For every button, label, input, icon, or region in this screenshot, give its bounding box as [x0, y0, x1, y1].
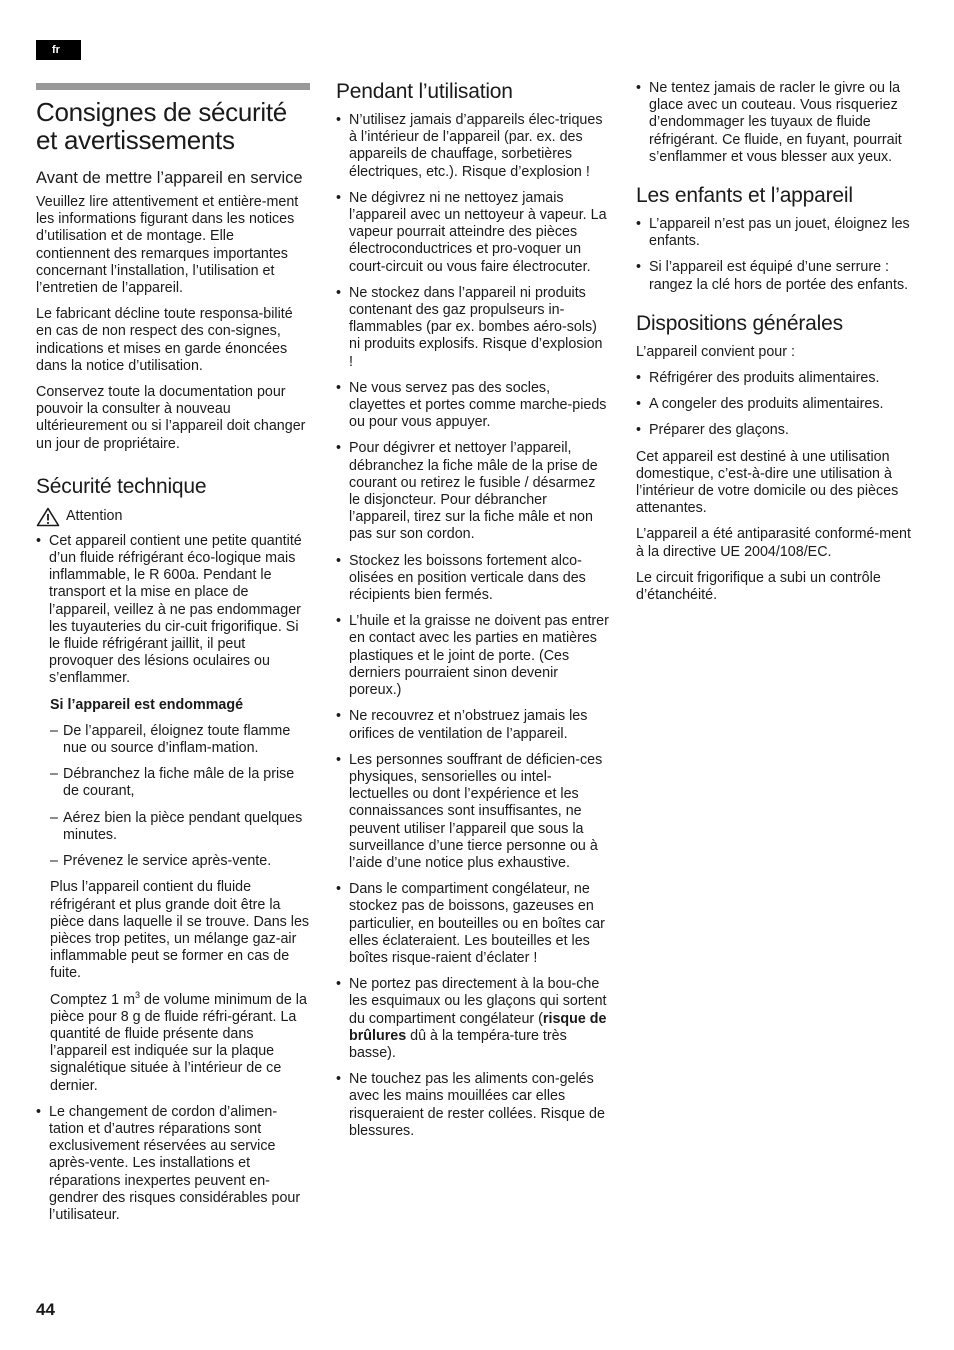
list-item: – De l’appareil, éloignez toute flamme nue ou source d’inflam-mation. — [50, 723, 310, 757]
page-number: 44 — [36, 1300, 55, 1319]
list-item: • Les personnes souffrant de déficien-ces physiques, sensorielles ou intel-lectuelles ou dont l’expérience et les connaissances sont insuffisantes, ne peuvent utiliser l’appareil que sous la surveillance d’une tierce personne ou à l’aide d’une notice plus exhaustive. — [336, 752, 610, 872]
technical-bullets-2 — [36, 1104, 310, 1224]
paragraph: Le fabricant décline toute responsa-bilité en cas de non respect des con-signes, indications et mises en garde énoncées dans la notice d’utilisation. — [36, 306, 293, 374]
list-item: • Ne dégivrez ni ne nettoyez jamais l’appareil avec un nettoyeur à vapeur. La vapeur pourrait atteindre des pièces électroconductrices et pro-voquer un court-circuit ou vous faire électrocuter. — [336, 190, 610, 276]
children-bullets — [636, 216, 916, 294]
list-item: – Débranchez la fiche mâle de la prise de courant, — [50, 766, 310, 800]
list-item: • Préparer des glaçons. — [636, 422, 916, 439]
list-item: • L’huile et la graisse ne doivent pas entrer en contact avec les parties en matières plastiques et le joint de porte. (Ces derniers pourraient sinon devenir poreux.) — [336, 613, 610, 699]
paragraph: L’appareil convient pour : — [636, 343, 795, 360]
column-3 — [636, 80, 916, 613]
column-2 — [336, 80, 610, 1149]
paragraph: Conservez toute la documentation pour pouvoir la consulter à nouveau ultérieurement ou si l’appareil doit changer un jour de propriétaire. — [36, 384, 306, 452]
paragraph: Comptez 1 $m^3$ de volume minimum de la pièce pour 8 g de fluide réfri-gérant. La quantité de fluide présente dans l’appareil est indiquée sur la plaque signalétique située à l’intérieur de ce dernier. — [50, 989, 307, 1094]
section-title-technical-safety: Sécurité technique — [36, 474, 207, 498]
list-item: – Prévenez le service après-vente. — [50, 853, 310, 870]
paragraph: Plus l’appareil contient du fluide réfrigérant et plus grande doit être la pièce dans laquelle il se trouve. Dans les pièces trop petites, un mélange gaz-air inflammable peut se former en cas de fuite. — [50, 879, 310, 982]
list-item: • Ne vous servez pas des socles, clayettes et portes comme marche-pieds ou pour vous appuyer. — [336, 380, 610, 432]
attention-note — [36, 507, 310, 527]
damaged-title: Si l’appareil est endommagé — [50, 696, 244, 713]
list-item: • Dans le compartiment congélateur, ne stockez pas de boissons, gazeuses en particulier, en bouteilles ou en boîtes car elles éclateraient. Les bouteilles et les boîtes risque-raient d’éclater ! — [336, 881, 610, 967]
during-use-bullets-continued — [636, 80, 916, 166]
list-item: • Ne recouvrez et n’obstruez jamais les orifices de ventilation de l’appareil. — [336, 708, 610, 742]
list-item: • Ne portez pas directement à la bou-che les esquimaux ou les glaçons qui sortent du compartiment congélateur (risque de brûlures dû à la tempéra-ture très basse). — [336, 976, 610, 1062]
page-title: Consignes de sécurité et avertissements — [36, 97, 287, 155]
damaged-steps — [50, 723, 310, 870]
subtitle-before-use: Avant de mettre l’appareil en service — [36, 169, 303, 187]
list-item: • A congeler des produits alimentaires. — [636, 396, 916, 413]
section-title-children: Les enfants et l’appareil — [636, 184, 853, 208]
title-rule — [36, 83, 310, 90]
list-item: • Pour dégivrer et nettoyer l’appareil, débranchez la fiche mâle de la prise de courant ou retirez le fusible / désarmez le disjoncteur. Pour débrancher l’appareil, tirez sur la fiche mâle et non pas sur son cordon. — [336, 440, 610, 543]
list-item: • Si l’appareil est équipé d’une serrure : rangez la clé hors de portée des enfants. — [636, 259, 916, 293]
section-title-general: Dispositions générales — [636, 311, 843, 335]
list-item: • Ne tentez jamais de racler le givre ou la glace avec un couteau. Vous risqueriez d’endommager les tuyaux de fluide réfrigérant. Ce fluide, en fuyant, pourrait s’enflammer et vous blesser aux yeux. — [636, 80, 916, 166]
list-item: • Réfrigérer des produits alimentaires. — [636, 370, 916, 387]
list-item: • N’utilisez jamais d’appareils élec-triques à l’intérieur de l’appareil (par. ex. des appareils de chauffage, sorbetières électriques, etc.). Risque d’explosion ! — [336, 112, 610, 181]
list-item: – Aérez bien la pièce pendant quelques minutes. — [50, 810, 310, 844]
paragraph: Le circuit frigorifique a subi un contrôle d’étanchéité. — [636, 569, 881, 604]
uses-bullets — [636, 370, 916, 440]
burn-risk-emphasis: risque de brûlures — [349, 1010, 607, 1044]
list-item: • Cet appareil contient une petite quantité d’un fluide réfrigérant éco-logique mais inflammable, le R 600a. Pendant le transport et la mise en place de l’appareil, veillez à ne pas endommager les tuyauteries du cir-cuit frigorifique. Si le fluide réfrigérant jaillit, il peut provoquer des lésions oculaires ou s’enflammer. — [36, 533, 310, 688]
column-1 — [36, 80, 310, 1233]
language-tag: fr — [36, 40, 81, 60]
list-item: • Le changement de cordon d’alimen-tation et d’autres réparations sont exclusivement réservées au service après-vente. Les installations et réparations inexpertes peuvent en-gendrer des risques considérables pour l’utilisateur. — [36, 1104, 310, 1224]
warning-triangle-icon — [36, 507, 60, 527]
paragraph: Veuillez lire attentivement et entière-ment les informations figurant dans les notices d’utilisation et de montage. Elle contiennent des remarques importantes concernant l’installation, l’utilisation et l’entretien de l’appareil. — [36, 194, 299, 297]
during-use-bullets — [336, 112, 610, 1140]
paragraph: Cet appareil est destiné à une utilisation domestique, c’est-à-dire une utilisation à l’intérieur de votre domicile ou des pièces attenantes. — [636, 448, 899, 517]
list-item: • Ne touchez pas les aliments con-gelés avec les mains mouillées car elles risqueraient de rester collées. Risque de blessures. — [336, 1071, 610, 1140]
paragraph: L’appareil a été antiparasité conformé-ment à la directive UE 2004/108/EC. — [636, 526, 911, 560]
attention-label: Attention — [66, 508, 123, 525]
list-item: • Ne stockez dans l’appareil ni produits contenant des gaz propulseurs in-flammables (par ex. bombes aéro-sols) ni produits explosifs. Risque d’explosion ! — [336, 285, 610, 371]
list-item: • Stockez les boissons fortement alco-olisées en position verticale dans des récipients bien fermés. — [336, 553, 610, 605]
list-item: • L’appareil n’est pas un jouet, éloignez les enfants. — [636, 216, 916, 250]
section-title-during-use: Pendant l’utilisation — [336, 80, 513, 103]
technical-bullets — [36, 533, 310, 688]
